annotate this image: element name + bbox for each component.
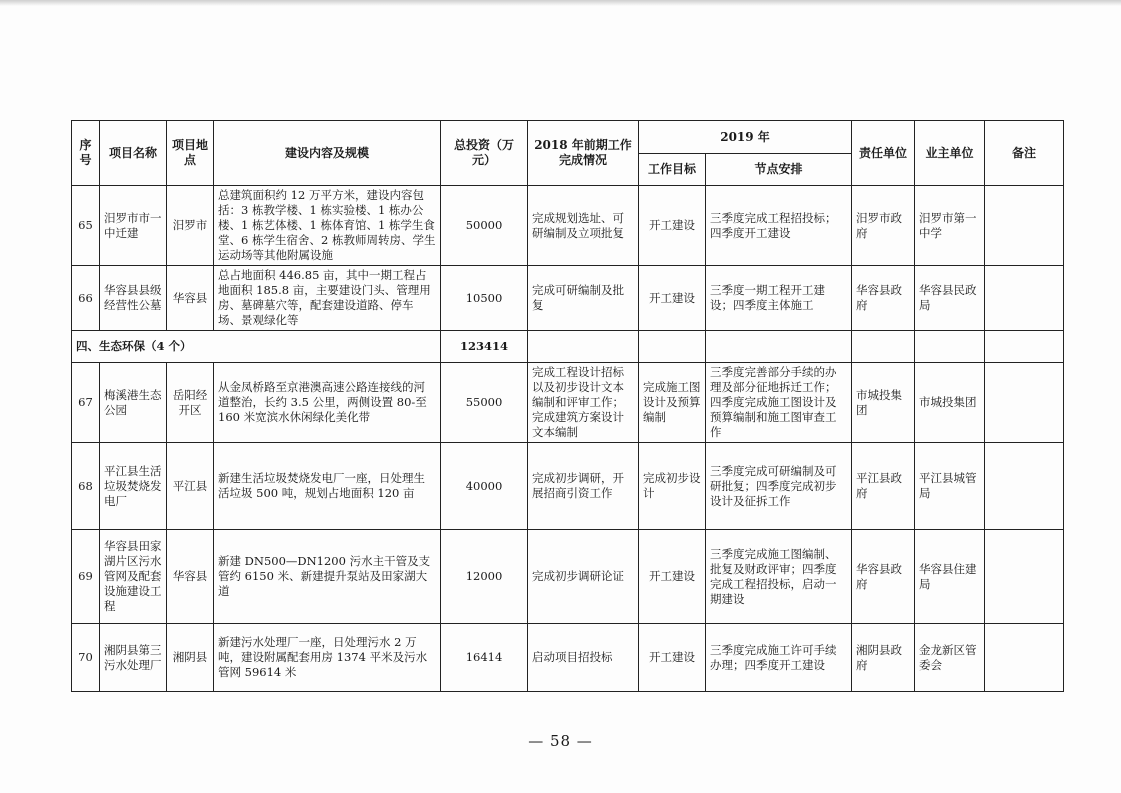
cell-seq: 69 [72,530,100,624]
cell-progress-2018: 完成工程设计招标以及初步设计文本编制和评审工作；完成建筑方案设计文本编制 [528,363,639,443]
header-remarks: 备注 [985,121,1064,186]
cell-schedule: 三季度一期工程开工建设；四季度主体施工 [706,266,852,331]
cell-owner: 华容县住建局 [915,530,985,624]
cell-remarks [985,624,1064,692]
cell-responsible: 湘阴县政府 [852,624,915,692]
table-row [72,443,1064,530]
cell-investment: 50000 [441,186,528,266]
cell-schedule: 三季度完成施工许可手续办理；四季度开工建设 [706,624,852,692]
header-responsible: 责任单位 [852,121,915,186]
cell-responsible: 平江县政府 [852,443,915,530]
cell-investment: 55000 [441,363,528,443]
cell-schedule: 三季度完成施工图编制、批复及财政评审；四季度完成工程招投标，启动一期建设 [706,530,852,624]
header-content: 建设内容及规模 [214,121,441,186]
cell-name: 梅溪港生态公园 [100,363,167,443]
header-owner: 业主单位 [915,121,985,186]
cell-owner: 金龙新区管委会 [915,624,985,692]
header-name: 项目名称 [100,121,167,186]
cell-location: 平江县 [167,443,214,530]
cell-location: 汨罗市 [167,186,214,266]
cell-responsible: 汨罗市政府 [852,186,915,266]
project-table [71,120,1064,692]
cell-content: 新建生活垃圾焚烧发电厂一座，日处理生活垃圾 500 吨，规划占地面积 120 亩 [214,443,441,530]
cell-name: 汨罗市市一中迁建 [100,186,167,266]
cell-investment: 10500 [441,266,528,331]
cell-goal: 完成初步设计 [639,443,706,530]
table-row [72,266,1064,331]
header-year-2019: 2019 年 [639,121,852,154]
cell-content: 新建 DN500—DN1200 污水主干管及支管约 6150 米、新建提升泵站及田家湖大道 [214,530,441,624]
cell-location: 岳阳经开区 [167,363,214,443]
cell-investment: 16414 [441,624,528,692]
page-number: — 58 — [528,732,593,750]
cell-responsible: 华容县政府 [852,266,915,331]
cell-location: 华容县 [167,266,214,331]
cell-remarks [985,443,1064,530]
cell-owner: 市城投集团 [915,363,985,443]
header-investment: 总投资（万元） [441,121,528,186]
cell-location: 湘阴县 [167,624,214,692]
cell-name: 平江县生活垃圾焚烧发电厂 [100,443,167,530]
header-schedule: 节点安排 [706,154,852,186]
cell-goal: 开工建设 [639,186,706,266]
cell-seq: 65 [72,186,100,266]
cell-seq: 70 [72,624,100,692]
header-location: 项目地点 [167,121,214,186]
table-row [72,624,1064,692]
cell-goal: 开工建设 [639,624,706,692]
cell-remarks [985,363,1064,443]
cell-responsible: 市城投集团 [852,363,915,443]
cell-goal: 开工建设 [639,266,706,331]
section-row [72,331,1064,363]
cell-content: 从金凤桥路至京港澳高速公路连接线的河道整治，长约 3.5 公里，两侧设置 80-至 160 米宽滨水休闲绿化美化带 [214,363,441,443]
cell-responsible: 华容县政府 [852,530,915,624]
cell-seq: 66 [72,266,100,331]
header-goal: 工作目标 [639,154,706,186]
cell-content: 总占地面积 446.85 亩，其中一期工程占地面积 185.8 亩，主要建设门头、管理用房、墓碑墓穴等，配套建设道路、停车场、景观绿化等 [214,266,441,331]
cell-remarks [985,266,1064,331]
table-row [72,363,1064,443]
cell-name: 华容县县级经营性公墓 [100,266,167,331]
cell-schedule: 三季度完成工程招投标；四季度开工建设 [706,186,852,266]
section-title: 四、生态环保（4 个） [72,331,441,363]
scan-edge [0,0,1121,6]
cell-remarks [985,530,1064,624]
cell-investment: 12000 [441,530,528,624]
cell-seq: 68 [72,443,100,530]
cell-name: 湘阴县第三污水处理厂 [100,624,167,692]
cell-investment: 40000 [441,443,528,530]
cell-progress-2018: 完成初步调研，开展招商引资工作 [528,443,639,530]
cell-content: 总建筑面积约 12 万平方米，建设内容包括：3 栋教学楼、1 栋实验楼、1 栋办公楼、1 栋艺体楼、1 栋体育馆、1 栋学生食堂、6 栋学生宿舍、2 栋教师周转房、学生运动场等其他附属设施 [214,186,441,266]
cell-owner: 汨罗市第一中学 [915,186,985,266]
cell-progress-2018: 完成规划选址、可研编制及立项批复 [528,186,639,266]
cell-location: 华容县 [167,530,214,624]
cell-schedule: 三季度完善部分手续的办理及部分征地拆迁工作；四季度完成施工图设计及预算编制和施工图审查工作 [706,363,852,443]
cell-seq: 67 [72,363,100,443]
cell-owner: 平江县城管局 [915,443,985,530]
cell-goal: 完成施工图设计及预算编制 [639,363,706,443]
cell-name: 华容县田家湖片区污水管网及配套设施建设工程 [100,530,167,624]
cell-progress-2018: 启动项目招投标 [528,624,639,692]
section-investment: 123414 [441,331,528,363]
header-progress-2018: 2018 年前期工作完成情况 [528,121,639,186]
cell-progress-2018: 完成可研编制及批复 [528,266,639,331]
table-row [72,530,1064,624]
cell-owner: 华容县民政局 [915,266,985,331]
cell-progress-2018: 完成初步调研论证 [528,530,639,624]
header-seq: 序号 [72,121,100,186]
cell-goal: 开工建设 [639,530,706,624]
cell-remarks [985,186,1064,266]
cell-schedule: 三季度完成可研编制及可研批复；四季度完成初步设计及征拆工作 [706,443,852,530]
table-row [72,186,1064,266]
cell-content: 新建污水处理厂一座，日处理污水 2 万吨，建设附属配套用房 1374 平米及污水管网 59614 米 [214,624,441,692]
